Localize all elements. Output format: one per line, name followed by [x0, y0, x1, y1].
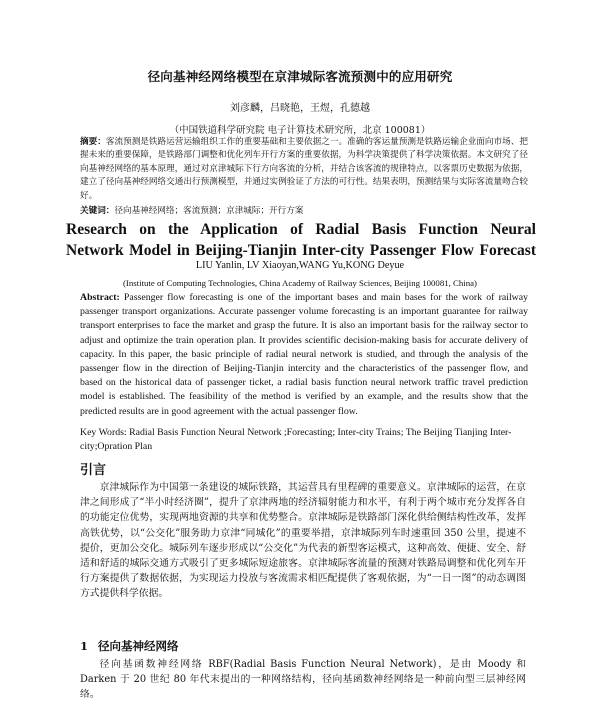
english-abstract-text: Passenger flow forecasting is one of the important bases and main bases for the work of railway passenger transport organizations. Accurate passenger volume forecasting is an important guarantee for railway transport enterprises to face the market and grasp the future. It is also an important basis for the railway sector to adjust and optimize the train operation plan. It provides scientific decision-making basis for accurate delivery of capacity. In this paper, the basic principle of radial neural network is studied, and through the analysis of the passenger flow in the direction of Beijing-Tianjin intercity and the characteristics of the passenger flow, and based on the historical data of passenger ticket, a radial basis function neural network traffic travel prediction model is established. The feasibility of the method is verified by an example, and the results show that the predicted results are in good agreement with the actual passenger flow.	[80, 292, 528, 417]
section-1-heading	[80, 638, 179, 654]
english-keywords-text: Radial Basis Function Neural Network ;Forecasting; Inter-city Trains; The Beijing Tianjing Inter-city;Opration Plan	[80, 427, 512, 453]
chinese-abstract-label: 摘要：	[80, 137, 106, 147]
chinese-abstract	[80, 136, 528, 203]
english-authors: LIU Yanlin, LV Xiaoyan,WANG Yu,KONG Deyue	[195, 260, 405, 271]
section-1-number: 1	[80, 639, 89, 653]
chinese-abstract-text: 客流预测是铁路运营运输组织工作的重要基础和主要依据之一。准确的客运量预测是铁路运输企业面向市场、把握未来的重要保障，是铁路部门调整和优化列车开行方案的重要依据，为科学决策提供了科学决策依据。本文研究了径向基神经网络的基本原理，通过对京津城际下行方向客流的分析，并结合该客流的规律特点，以客票历史数据为依据，建立了径向基神经网络交通出行预测模型，并通过实例验证了方法的可行性。结果表明，预测结果与实际客流量吻合较好。	[80, 137, 528, 201]
chinese-title: 径向基神经网络模型在京津城际客流预测中的应用研究	[147, 69, 453, 84]
english-abstract-label: Abstract:	[80, 292, 120, 303]
chinese-keywords	[80, 204, 528, 216]
introduction-paragraph: 京津城际作为中国第一条建设的城际铁路，其运营具有里程碑的重要意义。京津城际的运营，在京津之间形成了“半小时经济圈”，提升了京津两地的经济辐射能力和水平，有利于两个城市充分发挥各自的功能定位优势，实现两地资源的共享和优势整合。京津城际是铁路部门深化供给侧结构性改革，发挥高铁优势，以“公交化”服务助力京津“同城化”的重要举措，京津城际列车时速重回 350 公里，提速不提价，更加公交化。城际列车逐步形成以“公交化”为代表的新型客运模式，这种高效、便捷、安全、舒适和舒适的城际交通方式吸引了更多城际短途旅客。京津城际客流量的预测对铁路局调整和优化列车开行方案提供了数据依据，为实现运力投放与客流需求相匹配提供了客观依据，为“一日一图”的动态调图方式提供科学依据。	[80, 482, 526, 600]
chinese-keywords-text: 径向基神经网络；客流预测；京津城际；开行方案	[114, 206, 304, 216]
english-title-line-2: Network Model in Beijing-Tianjin Inter-city Passenger Flow Forecast	[66, 242, 536, 259]
english-keywords-label: Key Words:	[80, 427, 127, 438]
english-abstract	[80, 291, 528, 419]
english-keywords	[80, 426, 528, 454]
introduction-heading: 引言	[80, 463, 107, 478]
english-title-line-1: Research on the Application of Radial Basis Function Neural	[66, 221, 536, 238]
section-1-title: 径向基神经网络	[98, 639, 179, 653]
chinese-authors: 刘彦麟，吕晓艳，王煜，孔德越	[230, 103, 370, 114]
chinese-affiliation: （中国铁道科学研究院 电子计算技术研究所，北京 100081）	[169, 125, 431, 136]
chinese-keywords-label: 关键词：	[80, 206, 115, 216]
section-1-paragraph: 径向基函数神经网络 RBF(Radial Basis Function Neural Network)，是由 Moody 和 Darken 于 20 世纪 80 年代末提出的一种网络结构，径向基函数神经网络是一种前向型三层神经网络。	[80, 659, 526, 701]
english-affiliation: (Institute of Computing Technologies, China Academy of Railway Sciences, Beijing 100081, China)	[123, 278, 477, 288]
